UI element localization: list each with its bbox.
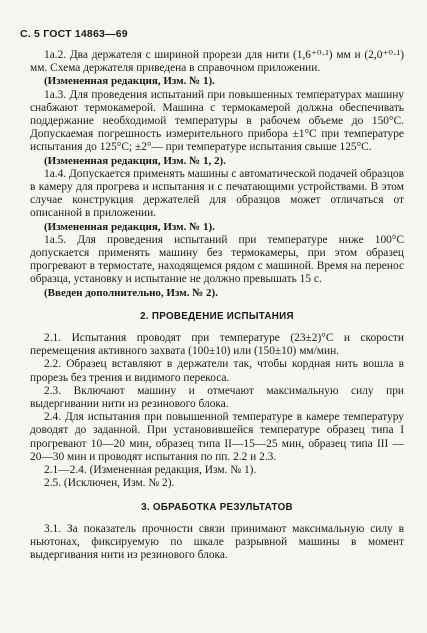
paragraph-2-3: 2.3. Включают машину и отмечают максимальную силу при выдергивании нити из резинового блока. xyxy=(30,384,404,411)
standard-id: ГОСТ 14863—69 xyxy=(43,28,128,40)
page-number: С. 5 xyxy=(20,28,41,40)
amendment-note: (Измененная редакция, Изм. № 1). xyxy=(44,220,215,233)
section-heading-3: 3. ОБРАБОТКА РЕЗУЛЬТАТОВ xyxy=(141,501,293,513)
paragraph-2-1: 2.1. Испытания проводят при температуре (23±2)°С и скорости перемещения активного захвата (100±10) или (150±10) мм/мин. xyxy=(30,332,404,358)
paragraph-2-4: 2.4. Для испытания при повышенной температуре в камере температуру доводят до заданной. При установившейся температуре образец типа I прогревают 10—20 мин, образец типа II—15—25 мин, образец типа III — 20—30 мин и проводят испытания по пп. 2.2 и 2.3. xyxy=(30,411,404,463)
amendment-note-2-1-2-4: 2.1—2.4. (Измененная редакция, Изм. № 1). xyxy=(44,464,257,477)
paragraph-1a5: 1а.5. Для проведения испытаний при температуре ниже 100°С допускается применять машину без термокамеры, при этом образец прогревают в термостате, находящемся рядом с машиной. Время на перенос образца, установку и испытание не должно превышать 15 с. xyxy=(30,233,404,286)
section-heading-2: 2. ПРОВЕДЕНИЕ ИСПЫТАНИЯ xyxy=(140,310,294,322)
paragraph-2-5: 2.5. (Исключен, Изм. № 2). xyxy=(44,477,175,490)
paragraph-2-2: 2.2. Образец вставляют в держатели так, чтобы кордная нить вошла в прорезь без трения и видимого перекоса. xyxy=(30,358,404,384)
paragraph-1a4: 1а.4. Допускается применять машины с автоматической подачей образцов в камеру для прогрева и испытания и с печатающими устройствами. В этом случае конструкция держателей для образцов может отличаться от описанной в приложении. xyxy=(30,167,404,220)
amendment-note: (Введен дополнительно, Изм. № 2). xyxy=(44,286,218,299)
amendment-note: (Измененная редакция, Изм. № 1). xyxy=(44,75,215,88)
document-body xyxy=(30,49,404,562)
amendment-note: (Измененная редакция, Изм. № 1, 2). xyxy=(44,154,226,167)
page-header xyxy=(20,28,128,40)
paragraph-1a2: 1а.2. Два держателя с шириной прорези для нити (1,6⁺⁰·¹) мм и (2,0⁺⁰·¹) мм. Схема держателя приведена в справочном приложении. xyxy=(30,49,404,75)
paragraph-3-1: 3.1. За показатель прочности связи принимают максимальную силу в ньютонах, фиксируемую по шкале разрывной машины в момент выдергивания нити из резинового блока. xyxy=(30,522,404,562)
paragraph-1a3: 1а.3. Для проведения испытаний при повышенных температурах машину снабжают термокамерой. Машина с термокамерой должна обеспечивать поддержание необходимой температуры в рабочем объеме до 150°С. Допускаемая погрешность измерительного прибора ±1°С при температуре испытания до 125°С; ±2°— при температуре испытания свыше 125°С. xyxy=(30,88,404,154)
